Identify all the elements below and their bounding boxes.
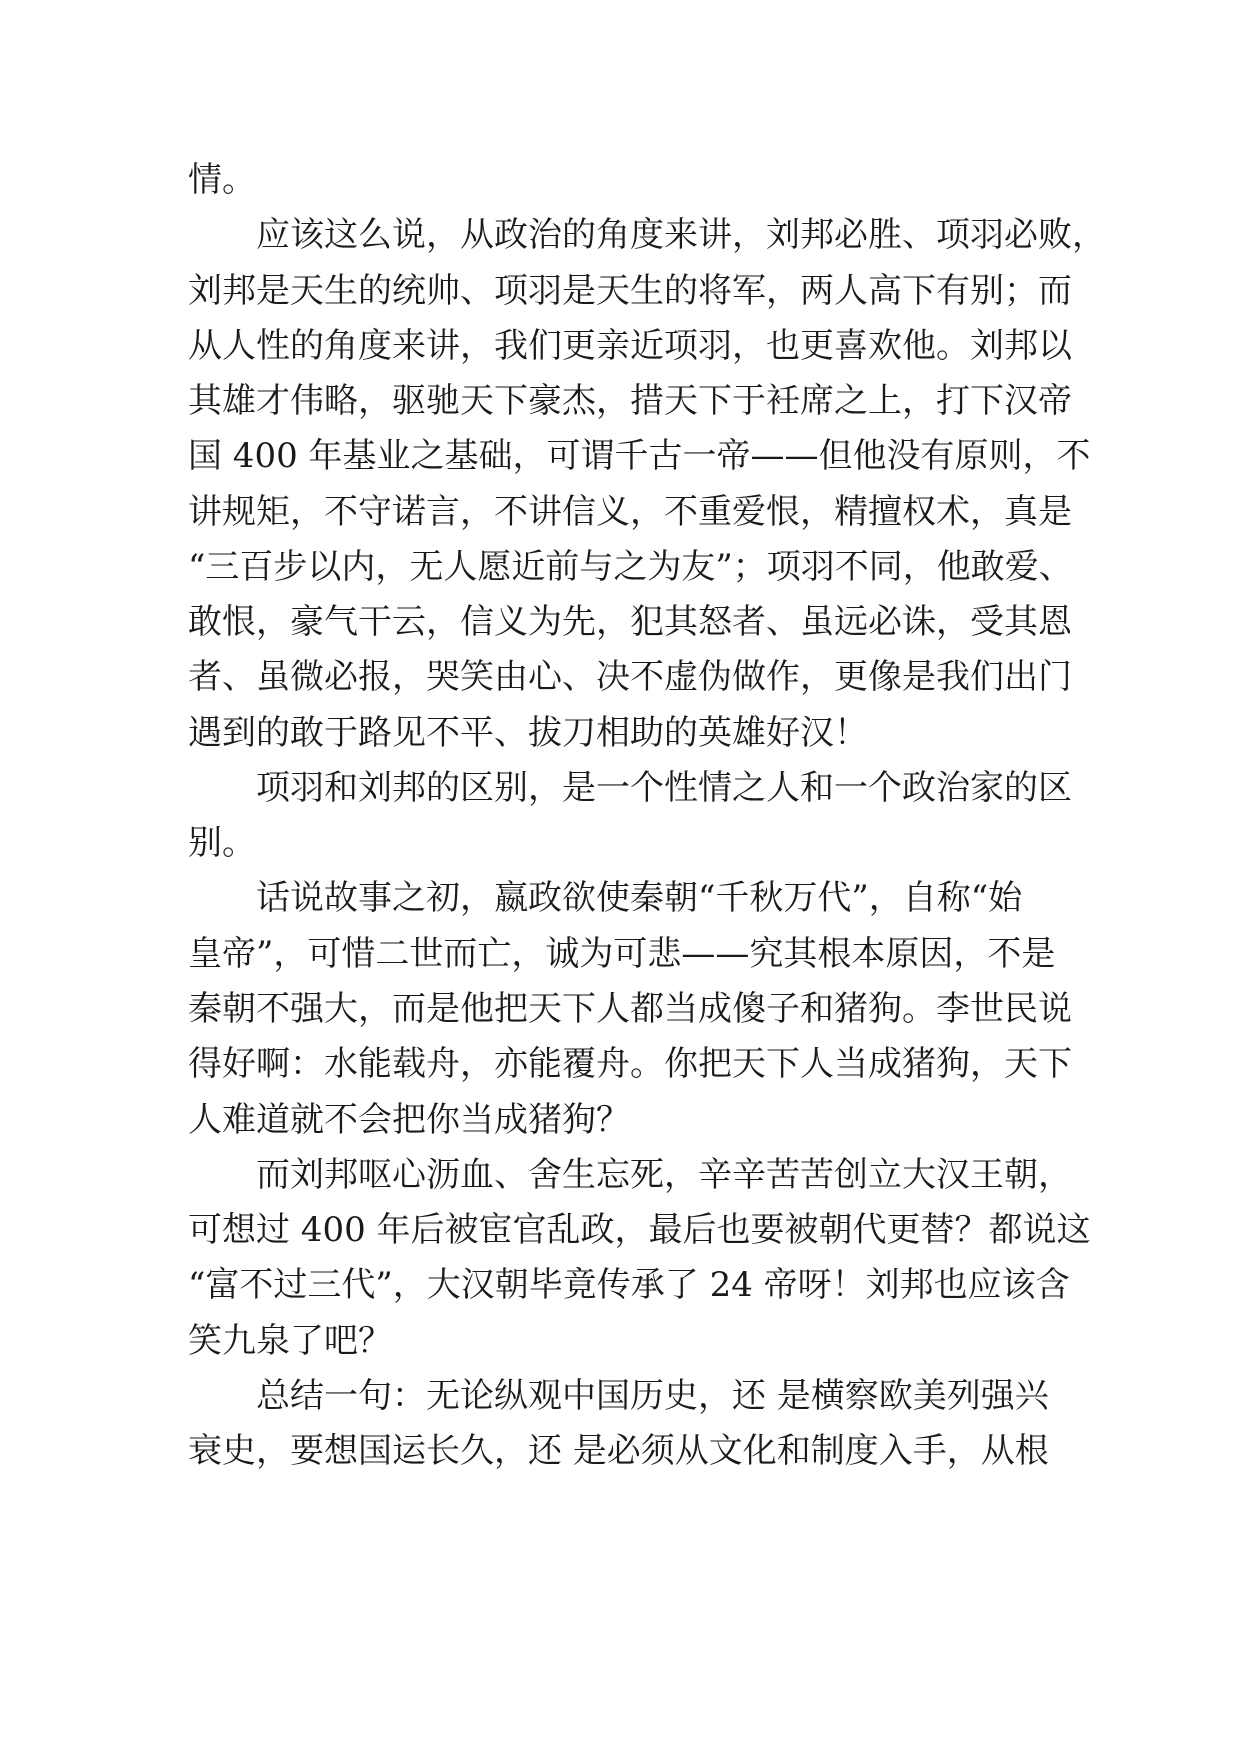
text-line: 得好啊：水能载舟，亦能覆舟。你把天下人当成猪狗，天下 [188,1044,1072,1084]
text-line: 遇到的敢于路见不平、拔刀相助的英雄好汉！ [188,713,868,753]
text-line: 从人性的角度来讲，我们更亲近项羽，也更喜欢他。刘邦以 [188,326,1072,366]
text-line: “三百步以内，无人愿近前与之为友”；项羽不同，他敢爱、 [188,547,1073,587]
text-line: 刘邦是天生的统帅、项羽是天生的将军，两人高下有别；而 [188,271,1072,311]
text-line: 敢恨，豪气干云，信义为先，犯其怒者、虽远必诛，受其恩 [188,602,1072,642]
text-line: 秦朝不强大，而是他把天下人都当成傻子和猪狗。李世民说 [188,989,1072,1029]
paragraph-first-line: 项羽和刘邦的区别，是一个性情之人和一个政治家的区 [256,768,1072,808]
paragraph-first-line: 应该这么说，从政治的角度来讲，刘邦必胜、项羽必败， [256,215,1106,255]
text-line: 皇帝”，可惜二世而亡，诚为可悲——究其根本原因，不是 [188,934,1056,974]
paragraph-first-line: 总结一句：无论纵观中国历史，还 是横察欧美列强兴 [256,1376,1049,1416]
text-line: “富不过三代”，大汉朝毕竟传承了 24 帝呀！刘邦也应该含 [188,1265,1070,1305]
text-line: 可想过 400 年后被宦官乱政，最后也要被朝代更替？都说这 [188,1210,1091,1250]
text-line: 情。 [188,160,256,200]
text-line: 讲规矩，不守诺言，不讲信义，不重爱恨，精擅权术，真是 [188,492,1072,532]
text-line: 其雄才伟略，驱驰天下豪杰，措天下于衽席之上，打下汉帝 [188,381,1072,421]
paragraph-first-line: 而刘邦呕心沥血、舍生忘死，辛辛苦苦创立大汉王朝， [256,1155,1072,1195]
text-line: 衰史，要想国运长久，还 是必须从文化和制度入手，从根 [188,1431,1049,1471]
text-line: 别。 [188,823,256,863]
text-line: 人难道就不会把你当成猪狗？ [188,1100,630,1140]
text-line: 者、虽微必报，哭笑由心、决不虚伪做作，更像是我们出门 [188,657,1072,697]
text-line: 国 400 年基业之基础，可谓千古一帝——但他没有原则，不 [188,436,1091,476]
text-line: 笑九泉了吧？ [188,1321,392,1361]
paragraph-first-line: 话说故事之初，嬴政欲使秦朝“千秋万代”，自称“始 [256,878,1023,918]
